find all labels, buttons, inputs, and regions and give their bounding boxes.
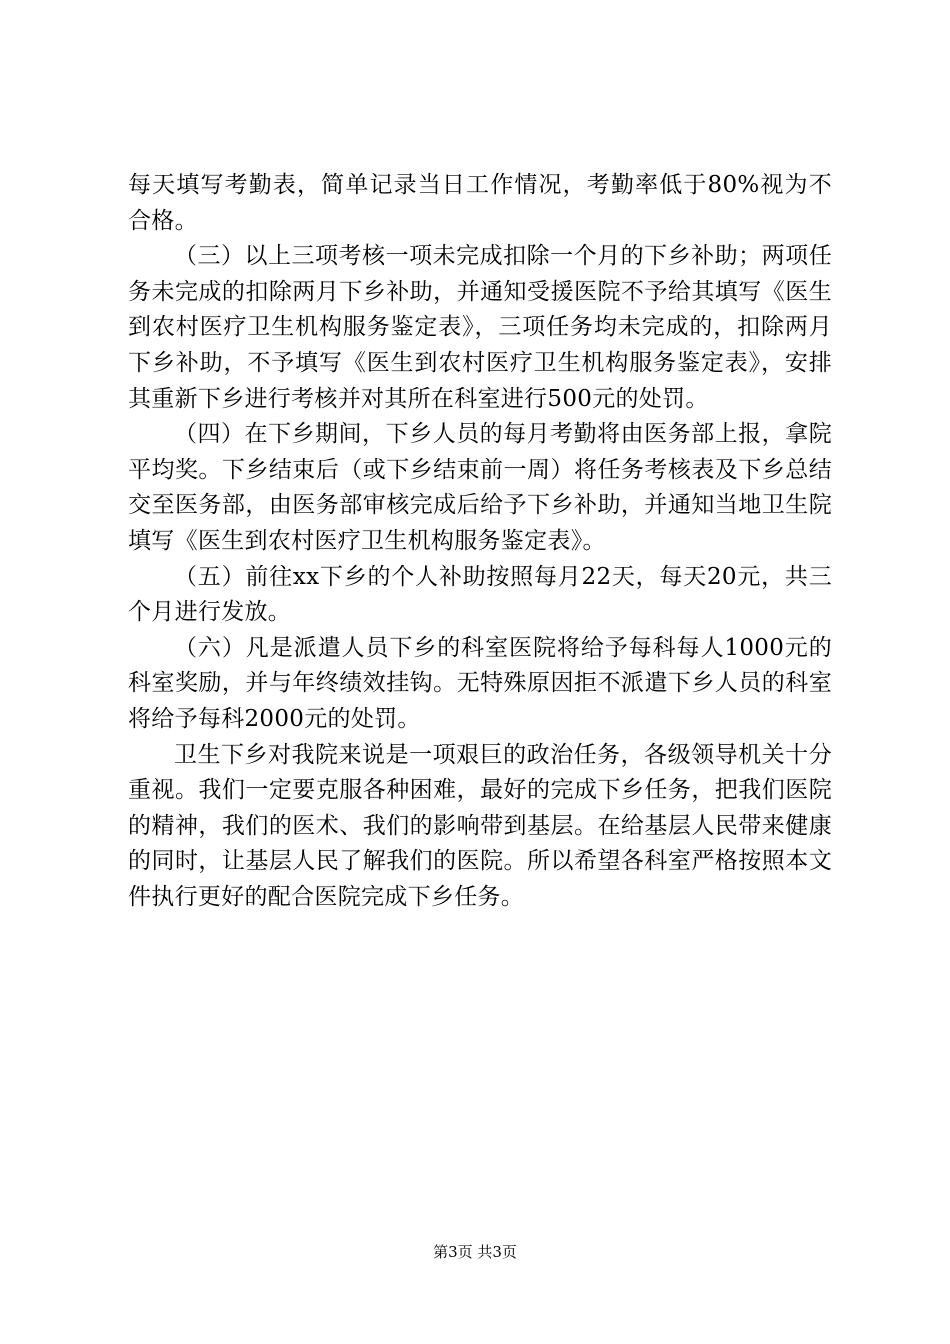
paragraph-item-5: （五）前往xx下乡的个人补助按照每月22天，每天20元，共三个月进行发放。 (128, 563, 832, 626)
paragraph-item-6: （六）凡是派遣人员下乡的科室医院将给予每科每人1000元的科室奖励，并与年终绩效挂钩。无特殊原因拒不派遣下乡人员的科室将给予每科2000元的处罚。 (128, 634, 832, 732)
page-number-footer: 第3页 共3页 (433, 1243, 517, 1261)
document-body (128, 168, 832, 915)
paragraph-conclusion: 卫生下乡对我院来说是一项艰巨的政治任务，各级领导机关十分重视。我们一定要克服各种困难，最好的完成下乡任务，把我们医院的精神，我们的医术、我们的影响带到基层。在给基层人民带来健康的同时，让基层人民了解我们的医院。所以希望各科室严格按照本文件执行更好的配合医院完成下乡任务。 (128, 741, 832, 910)
paragraph-item-4: （四）在下乡期间，下乡人员的每月考勤将由医务部上报，拿院平均奖。下乡结束后（或下乡结束前一周）将任务考核表及下乡总结交至医务部，由医务部审核完成后给予下乡补助，并通知当地卫生院填写《医生到农村医疗卫生机构服务鉴定表》。 (128, 421, 832, 554)
paragraph-attendance: 每天填写考勤表，简单记录当日工作情况，考勤率低于80%视为不合格。 (128, 172, 832, 234)
paragraph-item-3: （三）以上三项考核一项未完成扣除一个月的下乡补助；两项任务未完成的扣除两月下乡补助，并通知受援医院不予给其填写《医生到农村医疗卫生机构服务鉴定表》，三项任务均未完成的，扣除两月下乡补助，不予填写《医生到农村医疗卫生机构服务鉴定表》，安排其重新下乡进行考核并对其所在科室进行500元的处罚。 (128, 243, 832, 412)
